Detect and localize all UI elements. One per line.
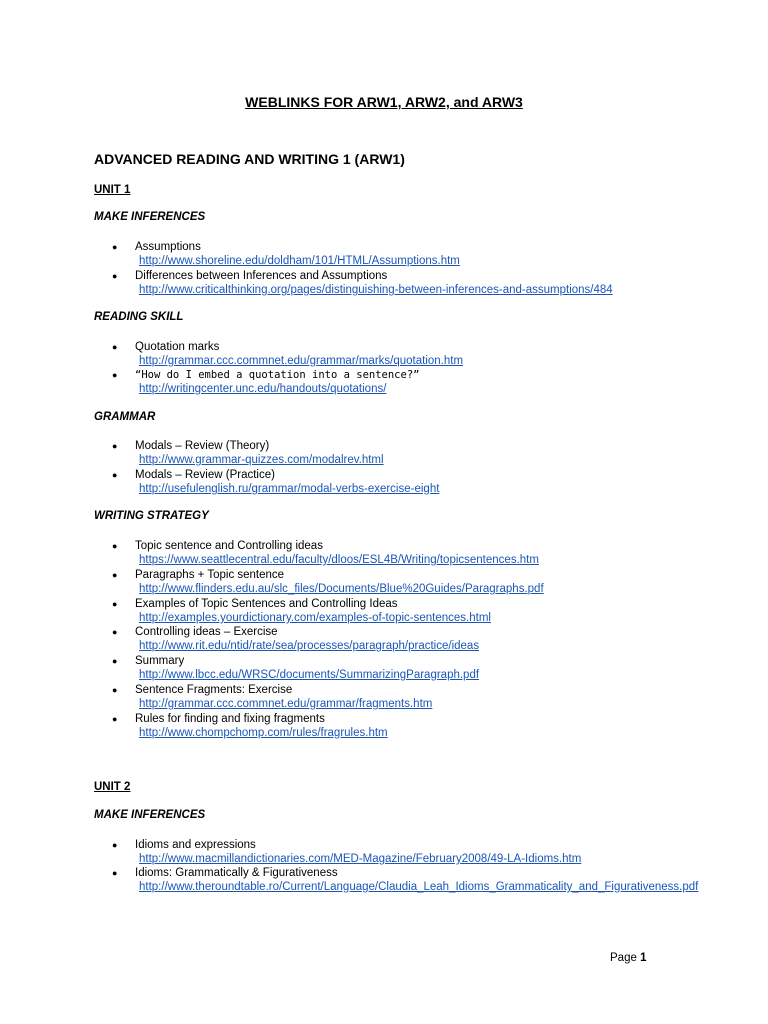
reading-skill-heading: READING SKILL xyxy=(94,311,184,323)
bullet-icon: ● xyxy=(112,627,118,637)
writing-strategy-heading: WRITING STRATEGY xyxy=(94,510,209,522)
bullet-icon: ● xyxy=(112,271,118,281)
item-label: Modals – Review (Practice) xyxy=(135,469,275,481)
bullet-icon: ● xyxy=(112,470,118,480)
grammar-heading: GRAMMAR xyxy=(94,411,156,423)
item-label: “How do I embed a quotation into a sentence?” xyxy=(135,369,420,381)
item-label: Topic sentence and Controlling ideas xyxy=(135,540,323,552)
item-label: Differences between Inferences and Assumptions xyxy=(135,270,388,282)
bullet-icon: ● xyxy=(112,342,118,352)
bullet-icon: ● xyxy=(112,840,118,850)
make-inferences-heading: MAKE INFERENCES xyxy=(94,211,206,223)
item-link[interactable]: http://www.flinders.edu.au/slc_files/Documents/Blue%20Guides/Paragraphs.pdf xyxy=(139,583,544,595)
item-label: Modals – Review (Theory) xyxy=(135,440,270,452)
item-label: Idioms: Grammatically & Figurativeness xyxy=(135,867,338,879)
page-footer xyxy=(610,952,646,964)
item-link[interactable]: http://grammar.ccc.commnet.edu/grammar/fragments.htm xyxy=(139,698,433,710)
page-label: Page xyxy=(610,952,637,964)
item-link[interactable]: http://examples.yourdictionary.com/examples-of-topic-sentences.html xyxy=(139,612,491,624)
bullet-icon: ● xyxy=(112,868,118,878)
item-link[interactable]: http://usefulenglish.ru/grammar/modal-verbs-exercise-eight xyxy=(139,483,440,495)
item-link[interactable]: http://www.rit.edu/ntid/rate/sea/processes/paragraph/practice/ideas xyxy=(139,640,480,652)
document-title: WEBLINKS FOR ARW1, ARW2, and ARW3 xyxy=(245,94,523,110)
bullet-icon: ● xyxy=(112,242,118,252)
item-link[interactable]: http://grammar.ccc.commnet.edu/grammar/marks/quotation.htm xyxy=(139,355,464,367)
item-link[interactable]: http://www.chompchomp.com/rules/fragrules.htm xyxy=(139,727,388,739)
item-link[interactable]: http://www.grammar-quizzes.com/modalrev.html xyxy=(139,454,384,466)
bullet-icon: ● xyxy=(112,570,118,580)
bullet-icon: ● xyxy=(112,599,118,609)
item-label: Sentence Fragments: Exercise xyxy=(135,684,293,696)
item-link[interactable]: http://www.shoreline.edu/doldham/101/HTML/Assumptions.htm xyxy=(139,255,460,267)
item-label: Paragraphs + Topic sentence xyxy=(135,569,285,581)
bullet-icon: ● xyxy=(112,656,118,666)
page-number: 1 xyxy=(640,952,647,964)
item-label: Assumptions xyxy=(135,241,201,253)
bullet-icon: ● xyxy=(112,685,118,695)
item-link[interactable]: http://www.macmillandictionaries.com/MED-Magazine/February2008/49-LA-Idioms.htm xyxy=(139,853,582,865)
bullet-icon: ● xyxy=(112,541,118,551)
bullet-icon: ● xyxy=(112,370,118,380)
bullet-icon: ● xyxy=(112,441,118,451)
item-label: Examples of Topic Sentences and Controlling Ideas xyxy=(135,598,398,610)
item-label: Summary xyxy=(135,655,185,667)
make-inferences-heading: MAKE INFERENCES xyxy=(94,809,206,821)
section-title: ADVANCED READING AND WRITING 1 (ARW1) xyxy=(94,151,405,167)
item-label: Controlling ideas – Exercise xyxy=(135,626,278,638)
item-link[interactable]: http://www.lbcc.edu/WRSC/documents/SummarizingParagraph.pdf xyxy=(139,669,480,681)
unit-2-heading: UNIT 2 xyxy=(94,781,131,793)
item-label: Quotation marks xyxy=(135,341,220,353)
item-link[interactable]: https://www.seattlecentral.edu/faculty/dloos/ESL4B/Writing/topicsentences.htm xyxy=(139,554,539,566)
item-label: Idioms and expressions xyxy=(135,839,256,851)
unit-1-heading: UNIT 1 xyxy=(94,184,131,196)
item-link[interactable]: http://www.criticalthinking.org/pages/distinguishing-between-inferences-and-assumptions/484 xyxy=(139,284,613,296)
item-link[interactable]: http://writingcenter.unc.edu/handouts/quotations/ xyxy=(139,383,387,395)
item-link[interactable]: http://www.theroundtable.ro/Current/Language/Claudia_Leah_Idioms_Grammaticality_and_Figurativeness.pdf xyxy=(139,881,699,893)
bullet-icon: ● xyxy=(112,714,118,724)
item-label: Rules for finding and fixing fragments xyxy=(135,713,325,725)
